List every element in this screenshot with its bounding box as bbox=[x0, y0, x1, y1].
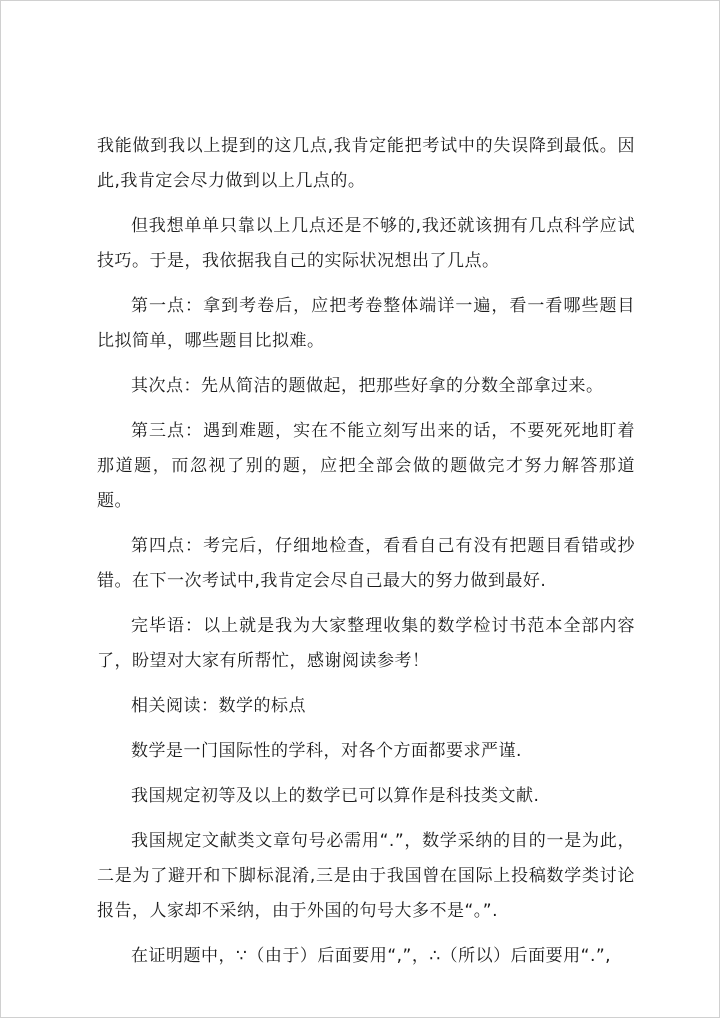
paragraph: 其次点：先从简洁的题做起，把那些好拿的分数全部拿过来。 bbox=[131, 376, 604, 396]
paragraph: 相关阅读：数学的标点 bbox=[131, 696, 306, 716]
paragraph: 我国规定初等及以上的数学已可以算作是科技类文献. bbox=[131, 786, 540, 806]
paragraph: 第四点：考完后，仔细地检查，看看自己有没有把题目看错或抄错。在下一次考试中,我肯定会尽自己最大的努力做到最好. bbox=[97, 536, 635, 591]
paragraph: 在证明题中，∵（由于）后面要用“,”，∴（所以）后面要用“.”, bbox=[131, 946, 612, 966]
paragraph: 完毕语：以上就是我为大家整理收集的数学检讨书范本全部内容了，盼望对大家有所帮忙，感谢阅读参考！ bbox=[97, 616, 635, 671]
paragraph: 我能做到我以上提到的这几点,我肯定能把考试中的失误降到最低。因此,我肯定会尽力做到以上几点的。 bbox=[97, 136, 635, 191]
paragraph: 第三点：遇到难题，实在不能立刻写出来的话，不要死死地盯着那道题，而忽视了别的题，应把全部会做的题做完才努力解答那道题。 bbox=[97, 421, 635, 511]
paragraph: 但我想单单只靠以上几点还是不够的,我还就该拥有几点科学应试技巧。于是，我依据我自己的实际状况想出了几点。 bbox=[97, 216, 635, 271]
paragraph: 我国规定文献类文章句号必需用“.”，数学采纳的目的一是为此，二是为了避开和下脚标混淆,三是由于我国曾在国际上投稿数学类讨论报告，人家却不采纳，由于外国的句号大多不是“。”. bbox=[97, 831, 635, 921]
paragraph: 第一点：拿到考卷后，应把考卷整体端详一遍，看一看哪些题目比拟简单，哪些题目比拟难。 bbox=[97, 296, 635, 351]
paragraph: 数学是一门国际性的学科，对各个方面都要求严谨. bbox=[131, 741, 522, 761]
document-body bbox=[97, 129, 635, 984]
